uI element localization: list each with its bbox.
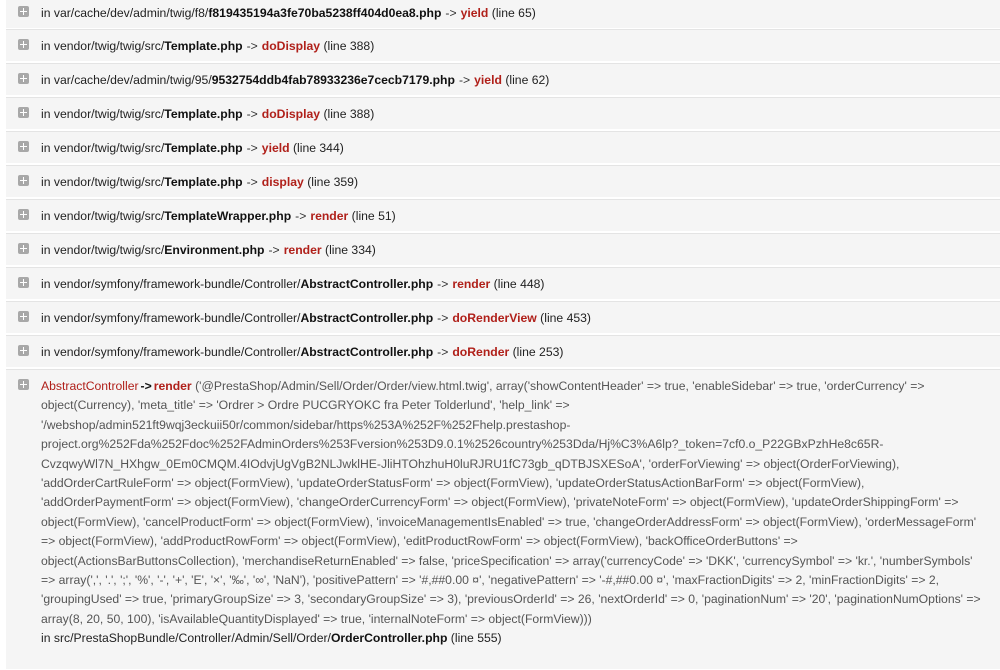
trace-arrow: ->	[246, 107, 258, 121]
trace-file: Template.php	[164, 39, 243, 53]
trace-line: (line 388)	[323, 107, 375, 121]
trace-file: TemplateWrapper.php	[164, 209, 292, 223]
trace-arrow: ->	[437, 277, 449, 291]
expand-icon[interactable]	[18, 209, 29, 220]
trace-arrow: ->	[246, 175, 258, 189]
trace-function: doRenderView	[452, 311, 537, 325]
trace-line: (line 344)	[292, 141, 344, 155]
trace-function: doRender	[452, 345, 510, 359]
trace-row[interactable]	[6, 63, 1000, 95]
trace-row[interactable]	[6, 233, 1000, 265]
trace-path: in vendor/twig/twig/src/	[41, 107, 165, 121]
trace-line: (line 51)	[351, 209, 396, 223]
trace-file: f819435194a3fe70ba5238ff404d0ea8.php	[208, 6, 442, 20]
trace-row[interactable]	[6, 267, 1000, 299]
trace-function: doDisplay	[261, 107, 321, 121]
trace-line: (line 448)	[493, 277, 545, 291]
expand-icon[interactable]	[18, 311, 29, 322]
trace-file: Template.php	[164, 141, 243, 155]
trace-line: (line 334)	[325, 243, 376, 257]
trace-row[interactable]	[6, 29, 1000, 61]
expand-icon[interactable]	[18, 39, 29, 50]
trace-path: in vendor/symfony/framework-bundle/Controller/	[41, 345, 301, 359]
trace-function: render	[153, 379, 192, 393]
expand-icon[interactable]	[18, 345, 29, 356]
trace-arrow: ->	[268, 243, 280, 257]
trace-line: (line 253)	[512, 345, 564, 359]
trace-class: AbstractController	[41, 379, 139, 393]
trace-file: Environment.php	[164, 243, 265, 257]
trace-row[interactable]	[6, 165, 1000, 197]
trace-row-text	[41, 73, 549, 87]
trace-arrow: ->	[458, 73, 471, 87]
trace-row[interactable]	[6, 199, 1000, 231]
trace-function: doDisplay	[261, 39, 321, 53]
trace-line: (line 388)	[323, 39, 375, 53]
trace-row[interactable]	[6, 301, 1000, 333]
trace-row-text	[41, 175, 358, 189]
trace-arrow: ->	[246, 141, 258, 155]
trace-line: (line 555)	[450, 631, 502, 646]
trace-file: AbstractController.php	[300, 277, 434, 291]
trace-row-expanded[interactable]	[6, 369, 1000, 669]
trace-arrow: ->	[445, 6, 457, 20]
trace-line: (line 453)	[540, 311, 591, 325]
trace-path: in vendor/twig/twig/src/	[41, 209, 165, 223]
expand-icon[interactable]	[18, 277, 29, 288]
trace-line: (line 62)	[505, 73, 550, 87]
trace-line: (line 65)	[491, 6, 536, 20]
trace-call-details	[41, 377, 989, 649]
trace-path: in vendor/twig/twig/src/	[41, 175, 165, 189]
trace-function: yield	[474, 73, 502, 87]
trace-arrow: ->	[246, 39, 258, 53]
trace-row[interactable]	[6, 0, 1000, 28]
trace-file: 9532754ddb4fab78933236e7cecb7179.php	[211, 73, 455, 87]
expand-icon[interactable]	[18, 243, 29, 254]
trace-arrow: ->	[295, 209, 307, 223]
expand-icon[interactable]	[18, 141, 29, 152]
trace-row-text	[41, 311, 591, 325]
trace-function: render	[283, 243, 322, 257]
trace-function: yield	[460, 6, 489, 20]
trace-row-text	[41, 209, 396, 223]
trace-file: AbstractController.php	[300, 311, 434, 325]
trace-path: in vendor/twig/twig/src/	[41, 141, 165, 155]
trace-location	[41, 629, 989, 648]
trace-arrow: ->	[140, 379, 152, 393]
trace-row-text	[41, 243, 376, 257]
trace-function: display	[261, 175, 304, 189]
expand-icon[interactable]	[18, 379, 29, 390]
expand-icon[interactable]	[18, 175, 29, 186]
expand-icon[interactable]	[18, 107, 29, 118]
trace-file: OrderController.php	[330, 631, 448, 646]
trace-file: AbstractController.php	[300, 345, 434, 359]
trace-row-text	[41, 6, 536, 20]
trace-row-text	[41, 141, 344, 155]
trace-line: (line 359)	[307, 175, 358, 189]
trace-path: in src/PrestaShopBundle/Controller/Admin/Sell/Order/	[41, 631, 331, 646]
trace-arrow: ->	[437, 345, 449, 359]
trace-row-text	[41, 277, 544, 291]
expand-icon[interactable]	[18, 73, 29, 84]
expand-icon[interactable]	[18, 6, 29, 17]
trace-arguments: ('@PrestaShop/Admin/Sell/Order/Order/view.html.twig', array('showContentHeader' => true, 'enableSidebar' => true, 'orderCurrency' => object(Currency), 'meta_title' => 'Ordrer > Ordre PUCGRYOKC fra Peter Tolderlund', 'help_link' => '/webshop/admin521ft9wqj3eckuii50r/common/sidebar/https%253A%252F%252Fhelp.prestashop-project.org%252Fda%252Fdoc%252FAdminOrders%253Fversion%253D9.0.1%2526country%253Dda/Hj%C3%A6lp?_token=7cf0.o_P22GBxPzhHe8c65R-CvzqwyWl7N_HXhgw_0Em0CMQM.4IOdvjUgVgB2NLJwklHE-JliHTOhzhuH0luRJRU1fC73gb_qDTBJSXESoA', 'orderForViewing' => object(OrderForViewing), 'addOrderCartRuleForm' => object(FormView), 'updateOrderStatusForm' => object(FormView), 'updateOrderStatusActionBarForm' => object(FormView), 'addOrderPaymentForm' => object(FormView), 'changeOrderCurrencyForm' => object(FormView), 'privateNoteForm' => object(FormView), 'updateOrderShippingForm' => object(FormView), 'cancelProductForm' => object(FormView), 'invoiceManagementIsEnabled' => true, 'changeOrderAddressForm' => object(FormView), 'orderMessageForm' => object(FormView), 'addProductRowForm' => object(FormView), 'editProductRowForm' => object(FormView), 'backOfficeOrderButtons' => object(ActionsBarButtonsCollection), 'merchandiseReturnEnabled' => false, 'priceSpecification' => array('currencyCode' => 'DKK', 'currencySymbol' => 'kr.', 'numberSymbols' => array(',', '.', ';', '%', '-', '+', 'E', '×', '‰', '∞', 'NaN'), 'positivePattern' => '#,##0.00 ¤', 'negativePattern' => '-#,##0.00 ¤', 'maxFractionDigits' => 2, 'minFractionDigits' => 2, 'groupingUsed' => true, 'primaryGroupSize' => 3, 'secondaryGroupSize' => 3), 'previousOrderId' => 26, 'nextOrderId' => 0, 'paginationNum' => '20', 'paginationNumOptions' => array(8, 20, 50, 100), 'isAvailableQuantityDisplayed' => true, 'internalNoteForm' => object(FormView)))	[41, 379, 981, 626]
trace-function: yield	[261, 141, 290, 155]
trace-function: render	[310, 209, 349, 223]
trace-file: Template.php	[164, 107, 243, 121]
trace-arrow: ->	[437, 311, 449, 325]
trace-function: render	[452, 277, 491, 291]
trace-row[interactable]	[6, 131, 1000, 163]
trace-row[interactable]	[6, 97, 1000, 129]
trace-path: in var/cache/dev/admin/twig/95/	[41, 73, 212, 87]
trace-row-text	[41, 107, 374, 121]
trace-path: in vendor/twig/twig/src/	[41, 243, 165, 257]
trace-row[interactable]	[6, 335, 1000, 367]
trace-path: in vendor/twig/twig/src/	[41, 39, 165, 53]
trace-path: in var/cache/dev/admin/twig/f8/	[41, 6, 209, 20]
trace-path: in vendor/symfony/framework-bundle/Controller/	[41, 277, 301, 291]
trace-row-text	[41, 345, 563, 359]
trace-file: Template.php	[164, 175, 243, 189]
trace-path: in vendor/symfony/framework-bundle/Controller/	[41, 311, 301, 325]
trace-row-text	[41, 39, 374, 53]
